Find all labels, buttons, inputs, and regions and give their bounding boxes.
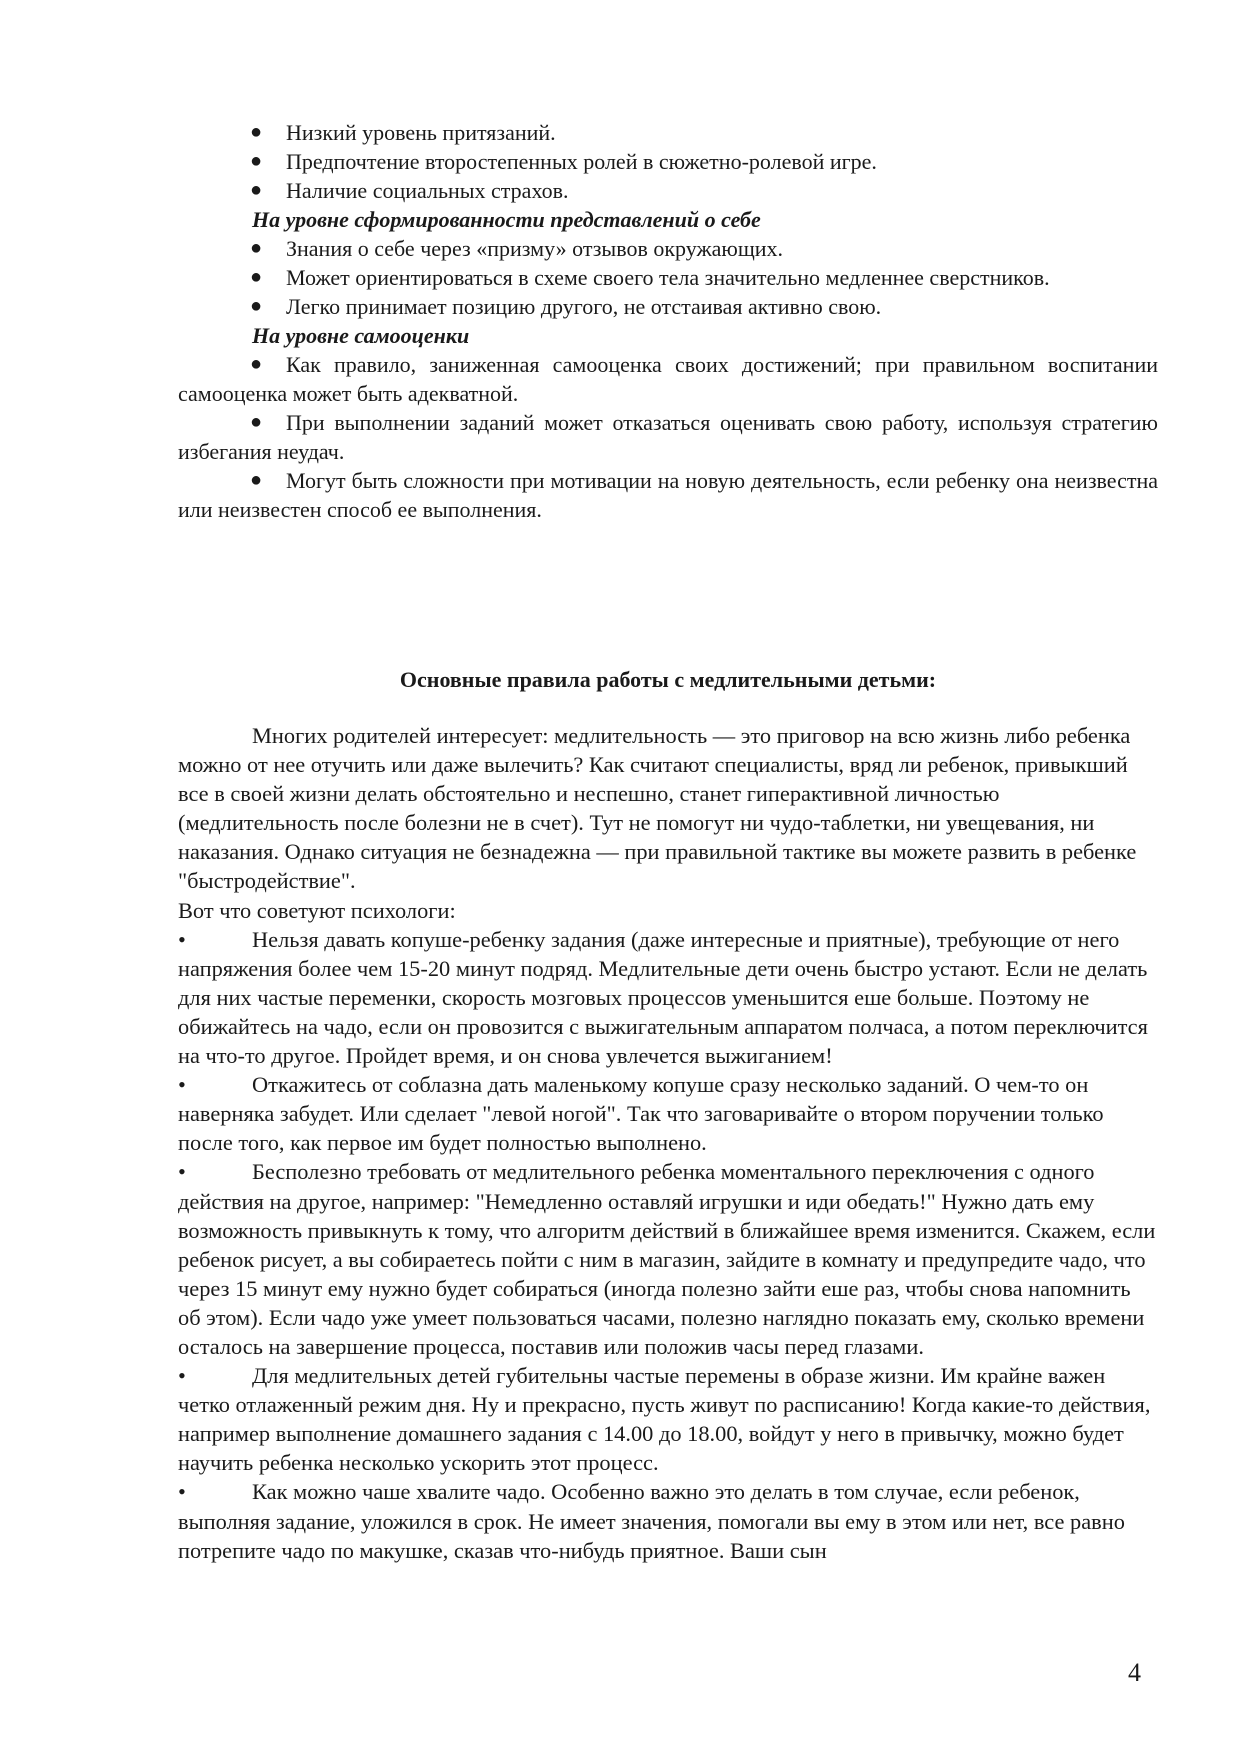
section-title: Основные правила работы с медлительными детьми: xyxy=(399,667,937,692)
list-item: ● Наличие социальных страхов. xyxy=(250,178,569,203)
bullet-icon: ● xyxy=(250,295,263,317)
bullet-icon: ● xyxy=(250,411,263,433)
bullet-icon: • xyxy=(178,926,186,952)
page-number: 4 xyxy=(1128,1658,1141,1687)
list-item: • Бесполезно требовать от медлительного ребенка моментального переключения с одного действия на другое, например: "Немедленно оставляй игрушки и иди обедать!" Нужно дать ему возможность привыкнуть к тому, что алгоритм действий в ближайшее время изменится. Скажем, если ребенок рисует, а вы собираетесь пойти с ним в магазин, зайдите в комнату и предупредите чадо, что через 15 минут ему нужно будет собираться (иногда полезно зайти еше раз, чтобы снова напомнить об этом). Если чадо уже умеет пользоваться часами, полезно наглядно показать ему, сколько времени осталось на завершение процесса, поставив или положив часы перед глазами. xyxy=(178,1159,1156,1359)
list-item: ● Знания о себе через «призму» отзывов окружающих. xyxy=(250,236,784,261)
bullet-icon: • xyxy=(178,1479,186,1505)
list-item: • Нельзя давать копуше-ребенку задания (даже интересные и приятные), требующие от него напряжения более чем 15-20 минут подряд. Медлительные дети очень быстро устают. Если не делать для них частые переменки, скорость мозговых процессов уменьшится еше больше. Поэтому не обижайтесь на чадо, если он провозится с выжигательным аппаратом полчаса, а потом переключится на что-то другое. Пройдет время, и он снова увлечется выжиганием! xyxy=(178,926,1148,1069)
bullet-icon: ● xyxy=(250,469,263,491)
bullet-icon: ● xyxy=(250,179,263,201)
list-item: ● Может ориентироваться в схеме своего тела значительно медленнее сверстников. xyxy=(250,265,1050,290)
list-item: ● Предпочтение второстепенных ролей в сюжетно-ролевой игре. xyxy=(250,149,877,174)
list-item: ● Легко принимает позицию другого, не отстаивая активно свою. xyxy=(250,294,882,319)
list-item: ● Как правило, заниженная самооценка своих достижений; при правильном воспитании самооценка может быть адекватной. xyxy=(178,352,1158,406)
lead-line: Вот что советуют психологи: xyxy=(178,897,456,923)
list-item: ● Могут быть сложности при мотивации на новую деятельность, если ребенку она неизвестна или неизвестен способ ее выполнения. xyxy=(178,468,1158,522)
traits-section xyxy=(178,118,1158,524)
self-esteem-heading: На уровне самооценки xyxy=(252,323,470,348)
bullet-icon: • xyxy=(178,1159,186,1185)
rules-section xyxy=(178,721,1158,1565)
bullet-icon: • xyxy=(178,1072,186,1098)
list-item: • Как можно чаше хвалите чадо. Особенно важно это делать в том случае, если ребенок, выполняя задание, уложился в срок. Не имеет значения, помогали вы ему в этом или нет, все равно потрепите чадо по макушке, сказав что-нибудь приятное. Ваши сын xyxy=(178,1479,1125,1563)
list-item: ● При выполнении заданий может отказаться оценивать свою работу, используя стратегию избегания неудач. xyxy=(178,410,1158,464)
bullet-icon: ● xyxy=(250,266,263,288)
bullet-icon: ● xyxy=(250,150,263,172)
list-item: • Для медлительных детей губительны частые перемены в образе жизни. Им крайне важен четко отлаженный режим дня. Ну и прекрасно, пусть живут по расписанию! Когда какие-то действия, например выполнение домашнего задания с 14.00 до 18.00, войдут у него в привычку, можно будет научить ребенка несколько ускорить этот процесс. xyxy=(178,1363,1151,1476)
self-concept-heading: На уровне сформированности представлений о себе xyxy=(252,207,761,232)
list-item: ● Низкий уровень притязаний. xyxy=(250,120,556,145)
bullet-icon: ● xyxy=(250,121,263,143)
bullet-icon: ● xyxy=(250,353,263,375)
bullet-icon: • xyxy=(178,1363,186,1389)
list-item: • Откажитесь от соблазна дать маленькому копуше сразу несколько заданий. О чем-то он наверняка забудет. Или сделает "левой ногой". Так что заговаривайте о втором поручении только после того, как первое им будет полностью выполнено. xyxy=(178,1072,1104,1156)
intro-paragraph: Многих родителей интересует: медлительность — это приговор на всю жизнь либо ребенка можно от нее отучить или даже вылечить? Как считают специалисты, вряд ли ребенок, привыкший все в своей жизни делать обстоятельно и неспешно, станет гиперактивной личностью (медлительность после болезни не в счет). Тут не помогут ни чудо-таблетки, ни увещевания, ни наказания. Однако ситуация не безнадежна — при правильной тактике вы можете развить в ребенке "быстродействие". xyxy=(178,723,1137,894)
bullet-icon: ● xyxy=(250,237,263,259)
